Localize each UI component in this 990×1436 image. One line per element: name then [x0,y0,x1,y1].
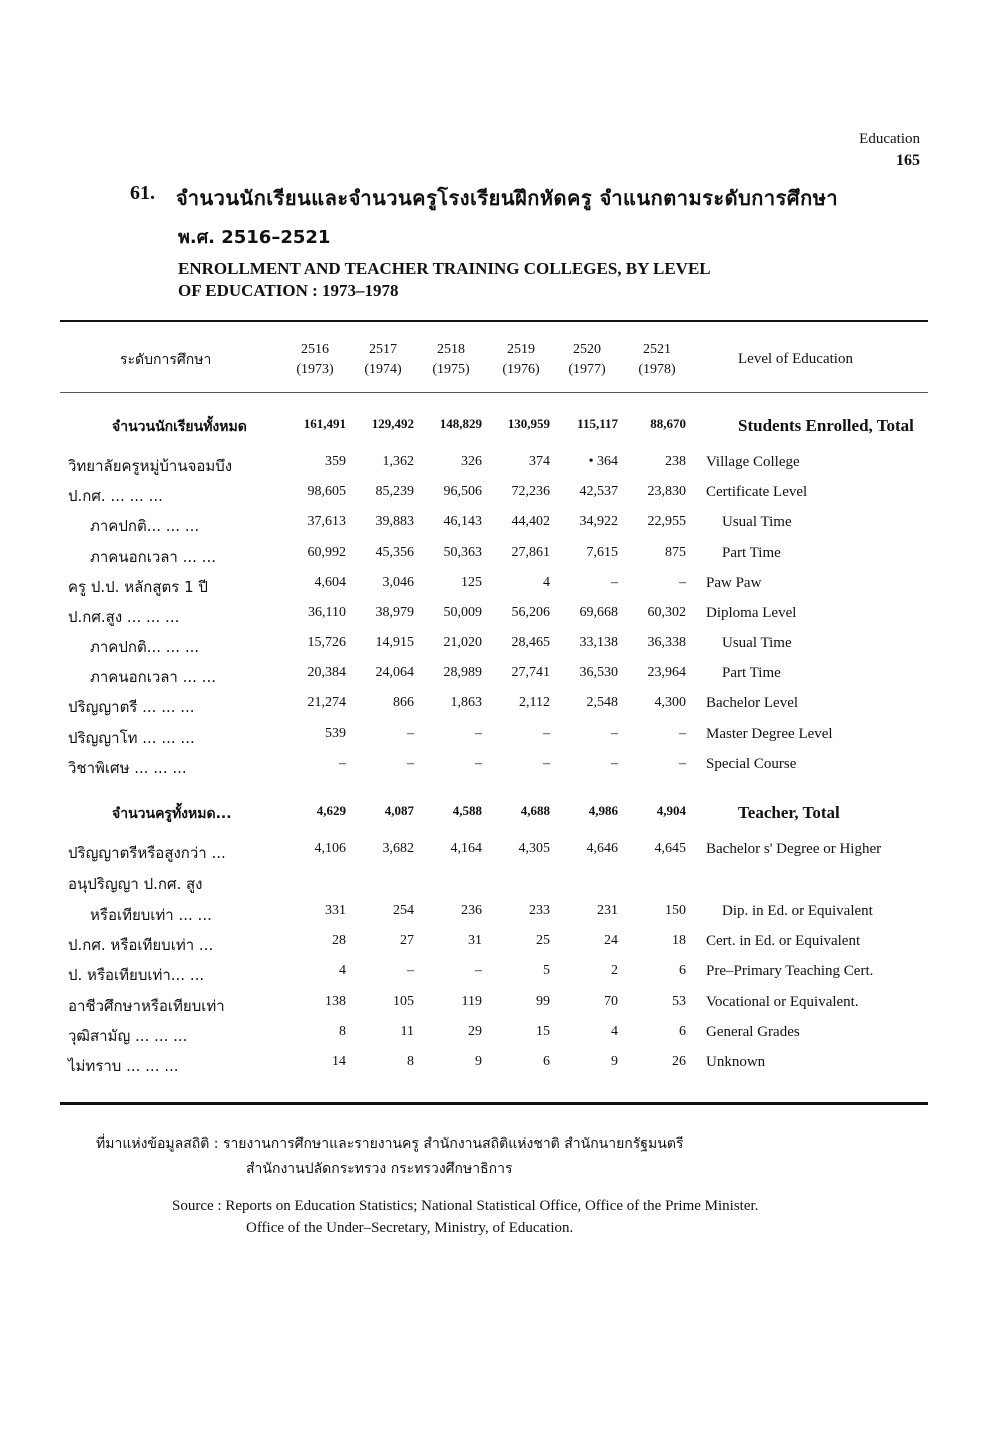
table-cell: 50,009 [443,605,482,620]
row-label-english: Certificate Level [706,484,808,500]
table-cell: – [339,756,346,771]
row-label-thai: ภาคปกติ... ... ... [90,517,200,535]
table-cell: 539 [325,726,346,741]
row-label-thai: อาชีวศึกษาหรือเทียบเท่า [68,997,225,1015]
table-cell: 46,143 [443,514,482,529]
table-cell: 36,110 [308,605,346,620]
row-label-english: Master Degree Level [706,726,833,742]
year-header-be: 2516 [301,342,329,357]
table-cell: 23,830 [647,484,686,499]
table-cell: 1,863 [450,695,482,710]
table-row [0,963,990,989]
table-cell: 31 [468,933,482,948]
table-row [0,933,990,959]
table-cell: 3,046 [382,575,414,590]
source-english-line1: Source : Reports on Education Statistics; National Statistical Office, Office of the Prime Minister. [172,1198,759,1214]
table-cell: 4,087 [384,803,414,818]
table-cell: 14,915 [375,635,414,650]
table-cell: 34,922 [579,514,618,529]
table-cell: 11 [400,1024,414,1039]
table-cell: – [611,726,618,741]
table-cell: 7,615 [586,545,618,560]
row-label-english: Cert. in Ed. or Equivalent [706,933,861,949]
table-row [0,994,990,1020]
table-cell: 161,491 [303,416,346,431]
table-cell: 236 [461,903,482,918]
table-cell: 4,646 [586,841,618,856]
table-cell: 866 [393,695,414,710]
table-cell: 9 [611,1054,618,1069]
page-header [859,128,920,172]
year-header [556,340,618,380]
year-header-ce: (1977) [568,362,606,377]
table-cell: 27 [400,933,414,948]
table-cell: 9 [475,1054,482,1069]
table-cell: 45,356 [375,545,414,560]
row-label-thai: ป.กศ. ... ... ... [68,487,163,505]
year-header-be: 2519 [507,342,535,357]
source-english-line2: Office of the Under–Secretary, Ministry, of Education. [246,1220,574,1236]
row-label-english: Teacher, Total [738,803,840,822]
table-row [0,841,990,867]
row-label-thai: ปริญญาตรี ... ... ... [68,698,195,716]
title-thai-years: พ.ศ. 2516–2521 [178,227,331,248]
table-cell: 374 [529,454,550,469]
table-cell: 70 [604,994,618,1009]
table-cell: 60,992 [307,545,346,560]
row-label-english: Usual Time [722,635,792,651]
row-label-thai: หรือเทียบเท่า ... ... [90,906,212,924]
row-label-thai: ไม่ทราบ ... ... ... [68,1057,179,1075]
table-cell: 4 [339,963,346,978]
table-cell: 22,955 [647,514,686,529]
row-label-english: Paw Paw [706,575,762,591]
table-row [0,484,990,510]
table-row [0,903,990,929]
table-cell: 4,588 [452,803,482,818]
table-cell: 60,302 [647,605,686,620]
table-cell: – [543,726,550,741]
table-cell: – [407,963,414,978]
table-cell: 15,726 [307,635,346,650]
table-top-rule [60,320,928,322]
table-cell: 4,164 [450,841,482,856]
row-label-thai: วิชาพิเศษ ... ... ... [68,759,187,777]
table-cell: 331 [325,903,346,918]
table-cell: • 364 [588,454,618,469]
title-english [178,258,818,302]
table-cell: 2,112 [519,695,550,710]
table-row [0,416,990,442]
table-cell: 44,402 [511,514,550,529]
row-label-english: Vocational or Equivalent. [706,994,859,1010]
row-label-english: Students Enrolled, Total [738,416,914,435]
table-cell: 6 [679,963,686,978]
table-cell: 4,305 [518,841,550,856]
table-cell: 326 [461,454,482,469]
table-row [0,1024,990,1050]
table-cell: 72,236 [511,484,550,499]
source-thai-line1: ที่มาแห่งข้อมูลสถิติ : รายงานการศึกษาและรายงานครู สำนักงานสถิติแห่งชาติ สำนักนายกรัฐมนตรี [96,1136,684,1152]
table-cell: 21,020 [443,635,482,650]
table-cell: – [679,756,686,771]
row-label-english: Special Course [706,756,797,772]
table-row [0,575,990,601]
table-cell: 4,629 [316,803,346,818]
table-cell: 238 [665,454,686,469]
row-label-english: Pre–Primary Teaching Cert. [706,963,874,979]
table-cell: 4,986 [588,803,618,818]
table-cell: 254 [393,903,414,918]
row-label-english: Unknown [706,1054,766,1070]
year-header-ce: (1975) [432,362,470,377]
table-cell: 125 [461,575,482,590]
table-cell: 138 [325,994,346,1009]
table-cell: – [611,756,618,771]
table-cell: 8 [339,1024,346,1039]
table-number: 61. [130,182,155,204]
row-label-thai: จำนวนครูทั้งหมด... [112,806,232,822]
row-label-english: Bachelor Level [706,695,799,711]
table-cell: – [679,726,686,741]
table-cell: 18 [672,933,686,948]
table-cell: 25 [536,933,550,948]
row-label-thai: ป.กศ.สูง ... ... ... [68,608,180,626]
table-cell: 69,668 [579,605,618,620]
title-thai: จำนวนนักเรียนและจำนวนครูโรงเรียนฝึกหัดครู จำแนกตามระดับการศึกษา [176,186,839,210]
table-cell: – [407,726,414,741]
table-row [0,726,990,752]
year-header-ce: (1978) [638,362,676,377]
table-row [0,514,990,540]
table-row [0,756,990,782]
row-label-thai: วิทยาลัยครูหมู่บ้านจอมบึง [68,457,233,475]
table-cell: 99 [536,994,550,1009]
table-cell: 129,492 [371,416,414,431]
table-cell: 96,506 [443,484,482,499]
source-thai-line2: สำนักงานปลัดกระทรวง กระทรวงศึกษาธิการ [246,1161,513,1177]
table-cell: 27,861 [511,545,550,560]
row-label-english: General Grades [706,1024,800,1040]
table-cell: 20,384 [307,665,346,680]
table-row [0,1054,990,1080]
table-cell: 39,883 [375,514,414,529]
table-cell: 4 [611,1024,618,1039]
table-cell: 98,605 [307,484,346,499]
year-header [490,340,552,380]
row-label-english: Diploma Level [706,605,797,621]
table-cell: – [475,756,482,771]
table-cell: 28 [332,933,346,948]
table-cell: – [475,726,482,741]
table-cell: 3,682 [382,841,414,856]
table-cell: 2 [611,963,618,978]
table-cell: 359 [325,454,346,469]
year-header-ce: (1976) [502,362,540,377]
table-cell: 15 [536,1024,550,1039]
table-cell: 1,362 [382,454,414,469]
table-cell: 37,613 [307,514,346,529]
row-label-thai: อนุปริญญา ป.กศ. สูง [68,875,203,893]
table-row [0,635,990,661]
table-cell: 6 [543,1054,550,1069]
table-bottom-rule [60,1102,928,1105]
year-header [284,340,346,380]
table-cell: 875 [665,545,686,560]
table-cell: 148,829 [439,416,482,431]
table-cell: 36,530 [579,665,618,680]
table-header-rule [60,392,928,393]
table-cell: 4,300 [654,695,686,710]
table-cell: 24 [604,933,618,948]
header-english-level: Level of Education [738,351,853,367]
row-label-thai: ภาคปกติ... ... ... [90,638,200,656]
row-label-english: Village College [706,454,800,470]
title-english-line1: ENROLLMENT AND TEACHER TRAINING COLLEGES, BY LEVEL [178,259,711,278]
section-label: Education [859,131,920,147]
page-number: 165 [896,152,920,169]
table-cell: – [611,575,618,590]
row-label-english: Usual Time [722,514,792,530]
row-label-thai: จำนวนนักเรียนทั้งหมด [112,419,247,435]
year-header [352,340,414,380]
table-cell: 233 [529,903,550,918]
table-cell: 4 [543,575,550,590]
table-cell: 21,274 [307,695,346,710]
table-cell: 36,338 [647,635,686,650]
table-cell: 23,964 [647,665,686,680]
table-cell: 26 [672,1054,686,1069]
table-cell: 29 [468,1024,482,1039]
table-row [0,872,990,898]
row-label-thai: ป. หรือเทียบเท่า... ... [68,966,205,984]
table-cell: – [475,963,482,978]
table-cell: 105 [393,994,414,1009]
table-cell: 5 [543,963,550,978]
header-thai-level: ระดับการศึกษา [120,352,212,368]
table-cell: 85,239 [375,484,414,499]
table-cell: – [407,756,414,771]
row-label-thai: ป.กศ. หรือเทียบเท่า ... [68,936,214,954]
year-header-be: 2517 [369,342,397,357]
row-label-thai: ภาคนอกเวลา ... ... [90,548,216,566]
table-cell: 50,363 [443,545,482,560]
table-cell: 4,688 [520,803,550,818]
row-label-english: Part Time [722,665,781,681]
year-header-ce: (1974) [364,362,402,377]
row-label-thai: วุฒิสามัญ ... ... ... [68,1027,188,1045]
table-cell: 231 [597,903,618,918]
year-header-be: 2521 [643,342,671,357]
table-cell: 88,670 [650,416,686,431]
row-label-english: Bachelor s' Degree or Higher [706,841,882,857]
table-row [0,803,990,829]
row-label-thai: ภาคนอกเวลา ... ... [90,668,216,686]
table-cell: 56,206 [511,605,550,620]
table-cell: 28,989 [443,665,482,680]
table-cell: 119 [461,994,482,1009]
row-label-thai: ปริญญาโท ... ... ... [68,729,195,747]
title-english-line2: OF EDUCATION : 1973–1978 [178,281,399,300]
table-cell: 2,548 [586,695,618,710]
table-cell: 150 [665,903,686,918]
table-cell: 130,959 [507,416,550,431]
table-cell: 38,979 [375,605,414,620]
table-cell: 4,604 [314,575,346,590]
table-cell: 42,537 [579,484,618,499]
table-row [0,695,990,721]
year-header-be: 2520 [573,342,601,357]
table-row [0,454,990,480]
table-cell: 14 [332,1054,346,1069]
table-cell: 24,064 [375,665,414,680]
table-row [0,665,990,691]
row-label-thai: ปริญญาตรีหรือสูงกว่า ... [68,844,226,862]
table-cell: 6 [679,1024,686,1039]
year-header-ce: (1973) [296,362,334,377]
table-cell: – [679,575,686,590]
table-cell: 115,117 [577,416,618,431]
row-label-english: Part Time [722,545,781,561]
year-header [626,340,688,380]
year-header-be: 2518 [437,342,465,357]
table-row [0,605,990,631]
row-label-thai: ครู ป.ป. หลักสูตร 1 ปี [68,578,208,596]
table-cell: 4,904 [656,803,686,818]
table-cell: 33,138 [579,635,618,650]
table-cell: – [543,756,550,771]
table-cell: 28,465 [511,635,550,650]
table-cell: 8 [407,1054,414,1069]
table-cell: 53 [672,994,686,1009]
table-row [0,545,990,571]
table-cell: 27,741 [511,665,550,680]
table-cell: 4,106 [314,841,346,856]
year-header [420,340,482,380]
row-label-english: Dip. in Ed. or Equivalent [722,903,873,919]
table-cell: 4,645 [654,841,686,856]
